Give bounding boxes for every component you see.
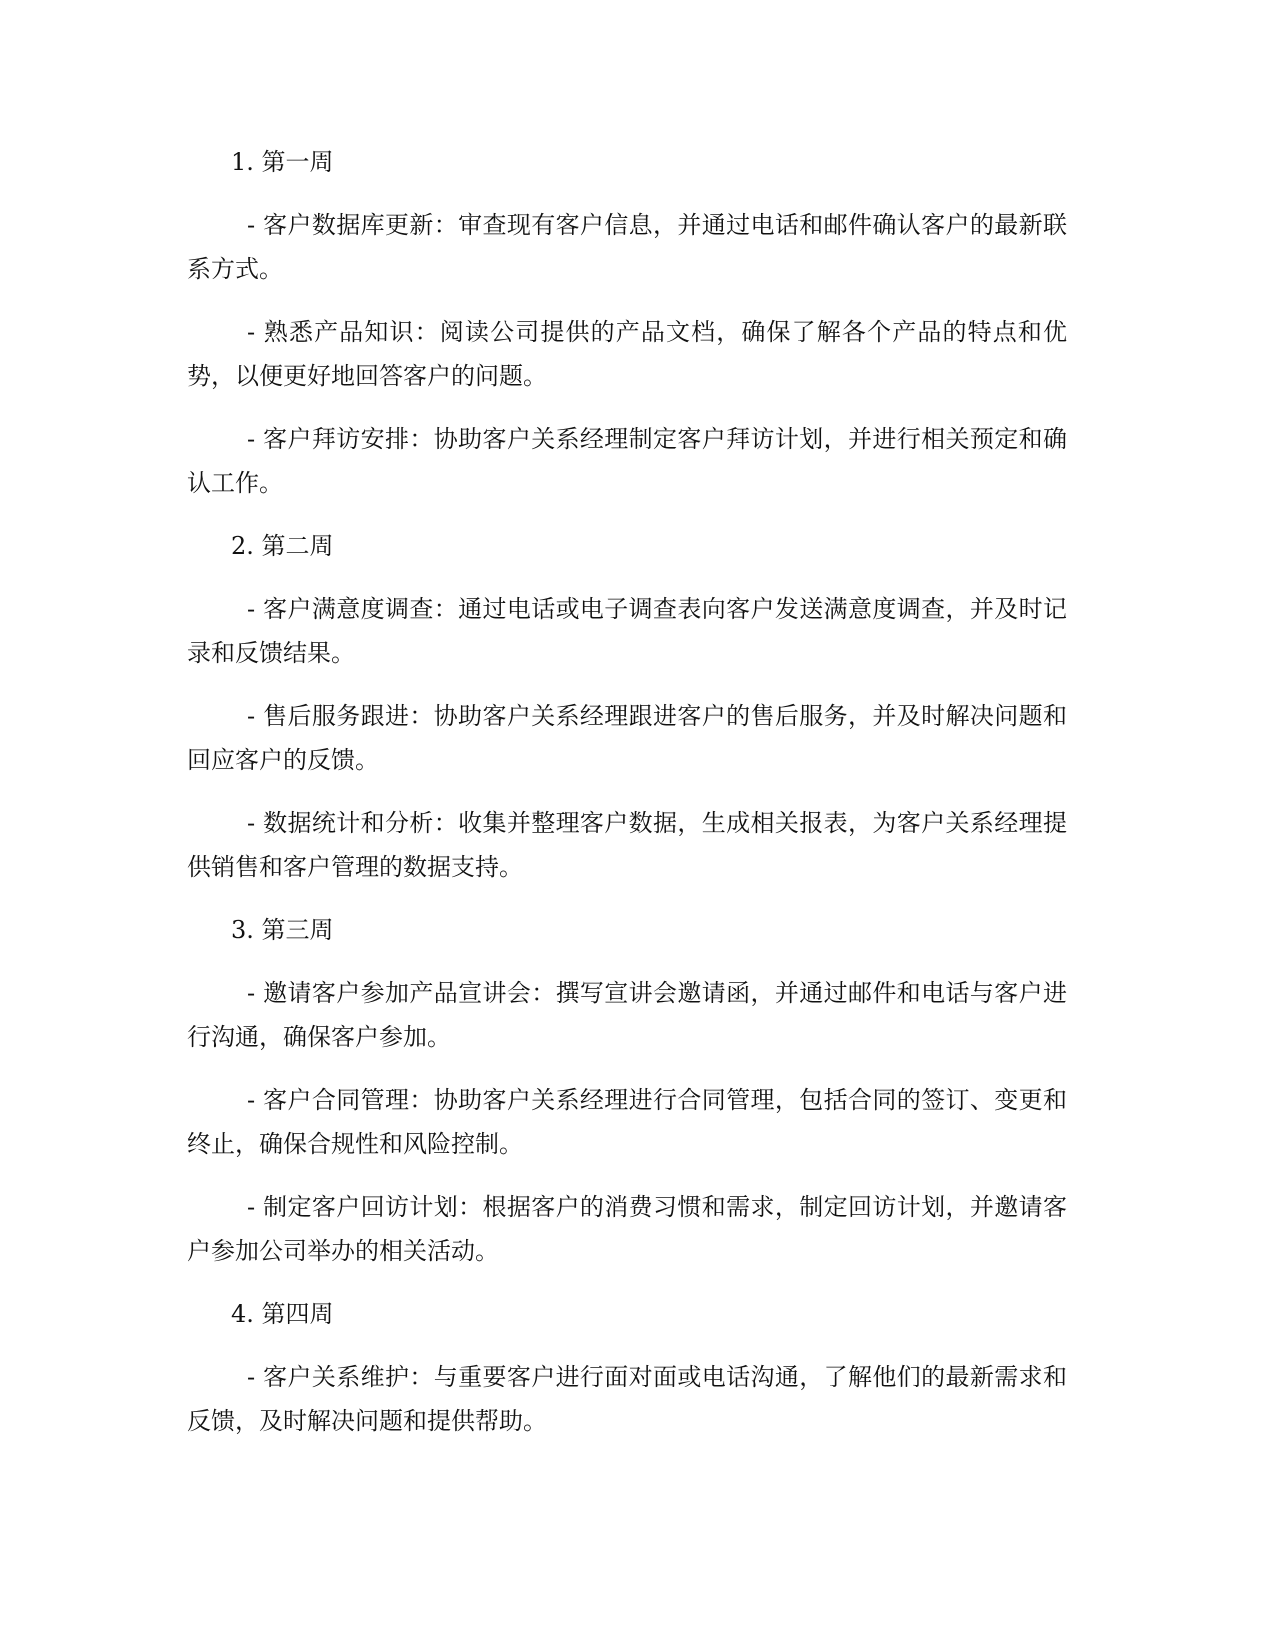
week-3-item-3: - 制定客户回访计划：根据客户的消费习惯和需求，制定回访计划，并邀请客户参加公司举办的相关活动。 bbox=[187, 1193, 1067, 1265]
week-2-item-2: - 售后服务跟进：协助客户关系经理跟进客户的售后服务，并及时解决问题和回应客户的反馈。 bbox=[187, 702, 1067, 774]
week-1-item-3: - 客户拜访安排：协助客户关系经理制定客户拜访计划，并进行相关预定和确认工作。 bbox=[187, 425, 1067, 497]
document-body bbox=[187, 140, 1067, 1462]
week-4-heading: 4. 第四周 bbox=[231, 1300, 334, 1328]
week-1-item-2: - 熟悉产品知识：阅读公司提供的产品文档，确保了解各个产品的特点和优势，以便更好地回答客户的问题。 bbox=[187, 318, 1067, 390]
week-2-heading: 2. 第二周 bbox=[231, 532, 334, 560]
week-2-item-3: - 数据统计和分析：收集并整理客户数据，生成相关报表，为客户关系经理提供销售和客户管理的数据支持。 bbox=[187, 809, 1067, 881]
week-3-item-2: - 客户合同管理：协助客户关系经理进行合同管理，包括合同的签订、变更和终止，确保合规性和风险控制。 bbox=[187, 1086, 1067, 1158]
week-3-item-1: - 邀请客户参加产品宣讲会：撰写宣讲会邀请函，并通过邮件和电话与客户进行沟通，确保客户参加。 bbox=[187, 979, 1067, 1051]
week-4-item-1: - 客户关系维护：与重要客户进行面对面或电话沟通，了解他们的最新需求和反馈，及时解决问题和提供帮助。 bbox=[187, 1363, 1067, 1435]
week-1-item-1: - 客户数据库更新：审查现有客户信息，并通过电话和邮件确认客户的最新联系方式。 bbox=[187, 211, 1067, 283]
week-3-heading: 3. 第三周 bbox=[231, 916, 334, 944]
week-2-item-1: - 客户满意度调查：通过电话或电子调查表向客户发送满意度调查，并及时记录和反馈结果。 bbox=[187, 595, 1067, 667]
week-1-heading: 1. 第一周 bbox=[231, 148, 334, 176]
